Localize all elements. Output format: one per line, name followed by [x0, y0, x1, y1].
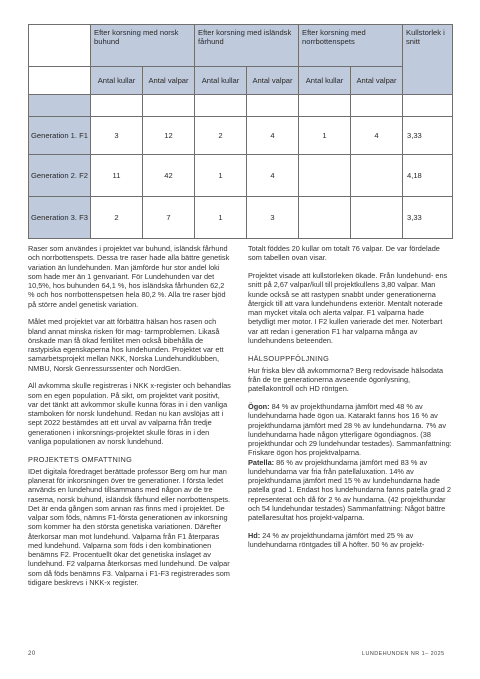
patella-results-paragraph	[248, 458, 452, 523]
litter-size-header: Kullstorlek i snitt	[403, 25, 453, 95]
subheader-cell: Antal kullar	[195, 67, 247, 95]
table-spacer-row	[29, 95, 453, 117]
table-cell: 7	[143, 197, 195, 239]
subheader-cell: Antal kullar	[299, 67, 351, 95]
table-corner-cell-2	[29, 67, 91, 95]
eye-text: 84 % av projekthundarna jämfört med 48 % av lundehundarna hade ögon ua. Katarakt fanns hos 16 % av projekthundarna jämfört med 28 % av lundehundarna. 7% av lundehundarna hade någon ytterligare ögondiagnos. (38 projekthundar och 29 lundehundar testades). Sammanfattning: Friskare ögon hos projektvalparna.	[248, 402, 452, 458]
body-paragraph: Totalt föddes 20 kullar om totalt 76 valpar. De var fördelade som tabellen ovan visar.	[248, 244, 440, 263]
table-cell: 2	[91, 197, 143, 239]
table-cell: 3	[247, 197, 299, 239]
hd-label: Hd:	[248, 530, 261, 540]
group-header-buhund: Efter korsning med norsk buhund	[91, 25, 195, 67]
subheader-cell: Antal valpar	[351, 67, 403, 95]
table-cell: 4	[351, 117, 403, 155]
table-cell: 1	[299, 117, 351, 155]
magazine-footer: LUNDEHUNDEN NR 1– 2025	[362, 651, 445, 657]
patella-text: 86 % av projekthundarna jämfört med 83 % av lundehundarna var fria från patellaluxation. 14% av projekthundarna jämfört med 15 % av lundehundarna hade patella grad 1. Endast hos lundehundarna fanns patella grad 2 representerat och då för 2 % av hundarna. (42 projekthundar och 54 lundehundar testades) Sammanfattning: Något bättre patellaresultat hos projekt-valparna.	[248, 457, 451, 522]
body-paragraph: IDet digitala föredraget berättade professor Berg om hur man planerat för inkorsningen över tre generationer. I första ledet används en lundehund tillsammans med någon av de tre raserna, norsk buhund, isländsk fårhund eller norrbottenspets. Det är enda gången som annan ras finns med i projektet. De valpar som föds, nämns F1-första generationen av inkorsning som kommer ha den största genetiska variationen. Därefter återkorsar man mot lundehund. Valparna från F1 återparas med lundehund. Valparna som föds i den kombinationen benämns F2. Procentuellt ökar det genetiska inslaget av lundehund. F2 valparna återkorsas med lundehund. De valpar som då föds benämns F3. Valparna i F1-F3 registrerades som tidigare beskrevs i NKK-x register.	[28, 466, 231, 587]
eye-results-paragraph	[248, 402, 452, 458]
row-label: Generation 2. F2	[29, 155, 91, 197]
body-paragraph: All avkomma skulle registreras i NKK x-register och behandlas som en egen population. På sikt, om projektet varit positivt, var det tänkt att avkommor skulle kunna föras in i den vanliga stamboken för norsk lundehund. Redan nu kan avslöjas att i sept 2022 bestämdes att ett urval av valparna från tredje generationen i inkorsnings-projektet skulle föras in i den vanliga populationen av norsk lundehund.	[28, 381, 231, 446]
section-heading-halsouppfoljning: HÄLSOUPPFÖLJNING	[248, 353, 330, 363]
table-cell: 2	[195, 117, 247, 155]
subheader-cell: Antal valpar	[143, 67, 195, 95]
table-cell: 12	[143, 117, 195, 155]
table-cell	[351, 197, 403, 239]
table-cell: 42	[143, 155, 195, 197]
table-cell: 1	[195, 197, 247, 239]
table-cell	[299, 155, 351, 197]
left-text-column	[28, 244, 232, 587]
table-cell	[299, 197, 351, 239]
eye-label: Ögon:	[248, 402, 270, 411]
row-label: Generation 1. F1	[29, 117, 91, 155]
table-row	[29, 117, 453, 155]
body-paragraph: Projektet visade att kullstorleken ökade. Från lundehund- ens snitt på 2,67 valpar/kull till projektkullens 3,80 valpar. Man kunde också se att rastypen snabbt under generationerna återgick till att vara lundehundens exteriör. Mentalt noterade man mycket vitala och alerta valpar. F1 valparna hade betydligt mer motor. I F2 kullen varierade det mer. Noterbart var att redan i generation F1 har valparna många av lundehundens beteenden.	[248, 271, 448, 345]
row-label: Generation 3. F3	[29, 197, 91, 239]
table-row	[29, 197, 453, 239]
table-cell: 4	[247, 117, 299, 155]
body-paragraph: Raser som användes i projektet var buhund, isländsk fårhund och norrbottenspets. Dessa tre raser hade alla bättre genetisk variation än lundehunden. Man jämförde hur stor andel loki som hade mer än 1 genvariant. För Lundehunden var det 10,5%, hos buhunden 64,1 %, hos isländska fårhunden 62,2 % och hos norrbottenspetsen hela 80,2 %. Alla tre raser bjöd på större andel genetisk variation.	[28, 244, 230, 309]
right-text-column	[248, 244, 452, 549]
table-subheader-row	[29, 67, 453, 95]
avg-cell: 3,33	[403, 197, 453, 239]
table-corner-cell	[29, 25, 91, 67]
litter-table	[28, 24, 453, 239]
avg-cell: 4,18	[403, 155, 453, 197]
spacer-label-cell	[29, 95, 91, 117]
hd-results-paragraph	[248, 531, 452, 550]
group-header-norrbottenspets: Efter korsning med norrbottenspets	[299, 25, 403, 67]
body-paragraph: Hur friska blev då avkommorna? Berg redovisade hälsodata från de tre generationerna avseende ögonlysning, patellakontroll och HD röntgen.	[248, 365, 444, 394]
section-heading-omfattning: PROJEKTETS OMFATTNING	[28, 454, 133, 464]
body-paragraph: Målet med projektet var att förbättra hälsan hos rasen och bland annat minska risken för mag- tarmproblemen. Likaså önskade man få ökad fertilitet men också bibehålla de rastypiska egenskaperna hos lundehunden. Projektet var ett samarbetsprojekt mellan NKK, Norska Lundehundklubben, NMBU, Norsk Genressurssenter och NordGen.	[28, 317, 224, 373]
subheader-cell: Antal kullar	[91, 67, 143, 95]
table-cell: 11	[91, 155, 143, 197]
group-header-farhund: Efter korsning med isländsk fårhund	[195, 25, 299, 67]
table-row	[29, 155, 453, 197]
avg-cell: 3,33	[403, 117, 453, 155]
table-cell: 4	[247, 155, 299, 197]
page-number: 20	[28, 651, 36, 657]
patella-label: Patella:	[248, 457, 275, 467]
subheader-cell: Antal valpar	[247, 67, 299, 95]
hd-text: 24 % av projekthundarna jämfört med 25 % av lundehundarna röntgades till A höfter. 50 % av projekt-	[248, 530, 425, 549]
table-group-header-row	[29, 25, 453, 67]
table-cell: 3	[91, 117, 143, 155]
table-cell	[351, 155, 403, 197]
table-cell: 1	[195, 155, 247, 197]
